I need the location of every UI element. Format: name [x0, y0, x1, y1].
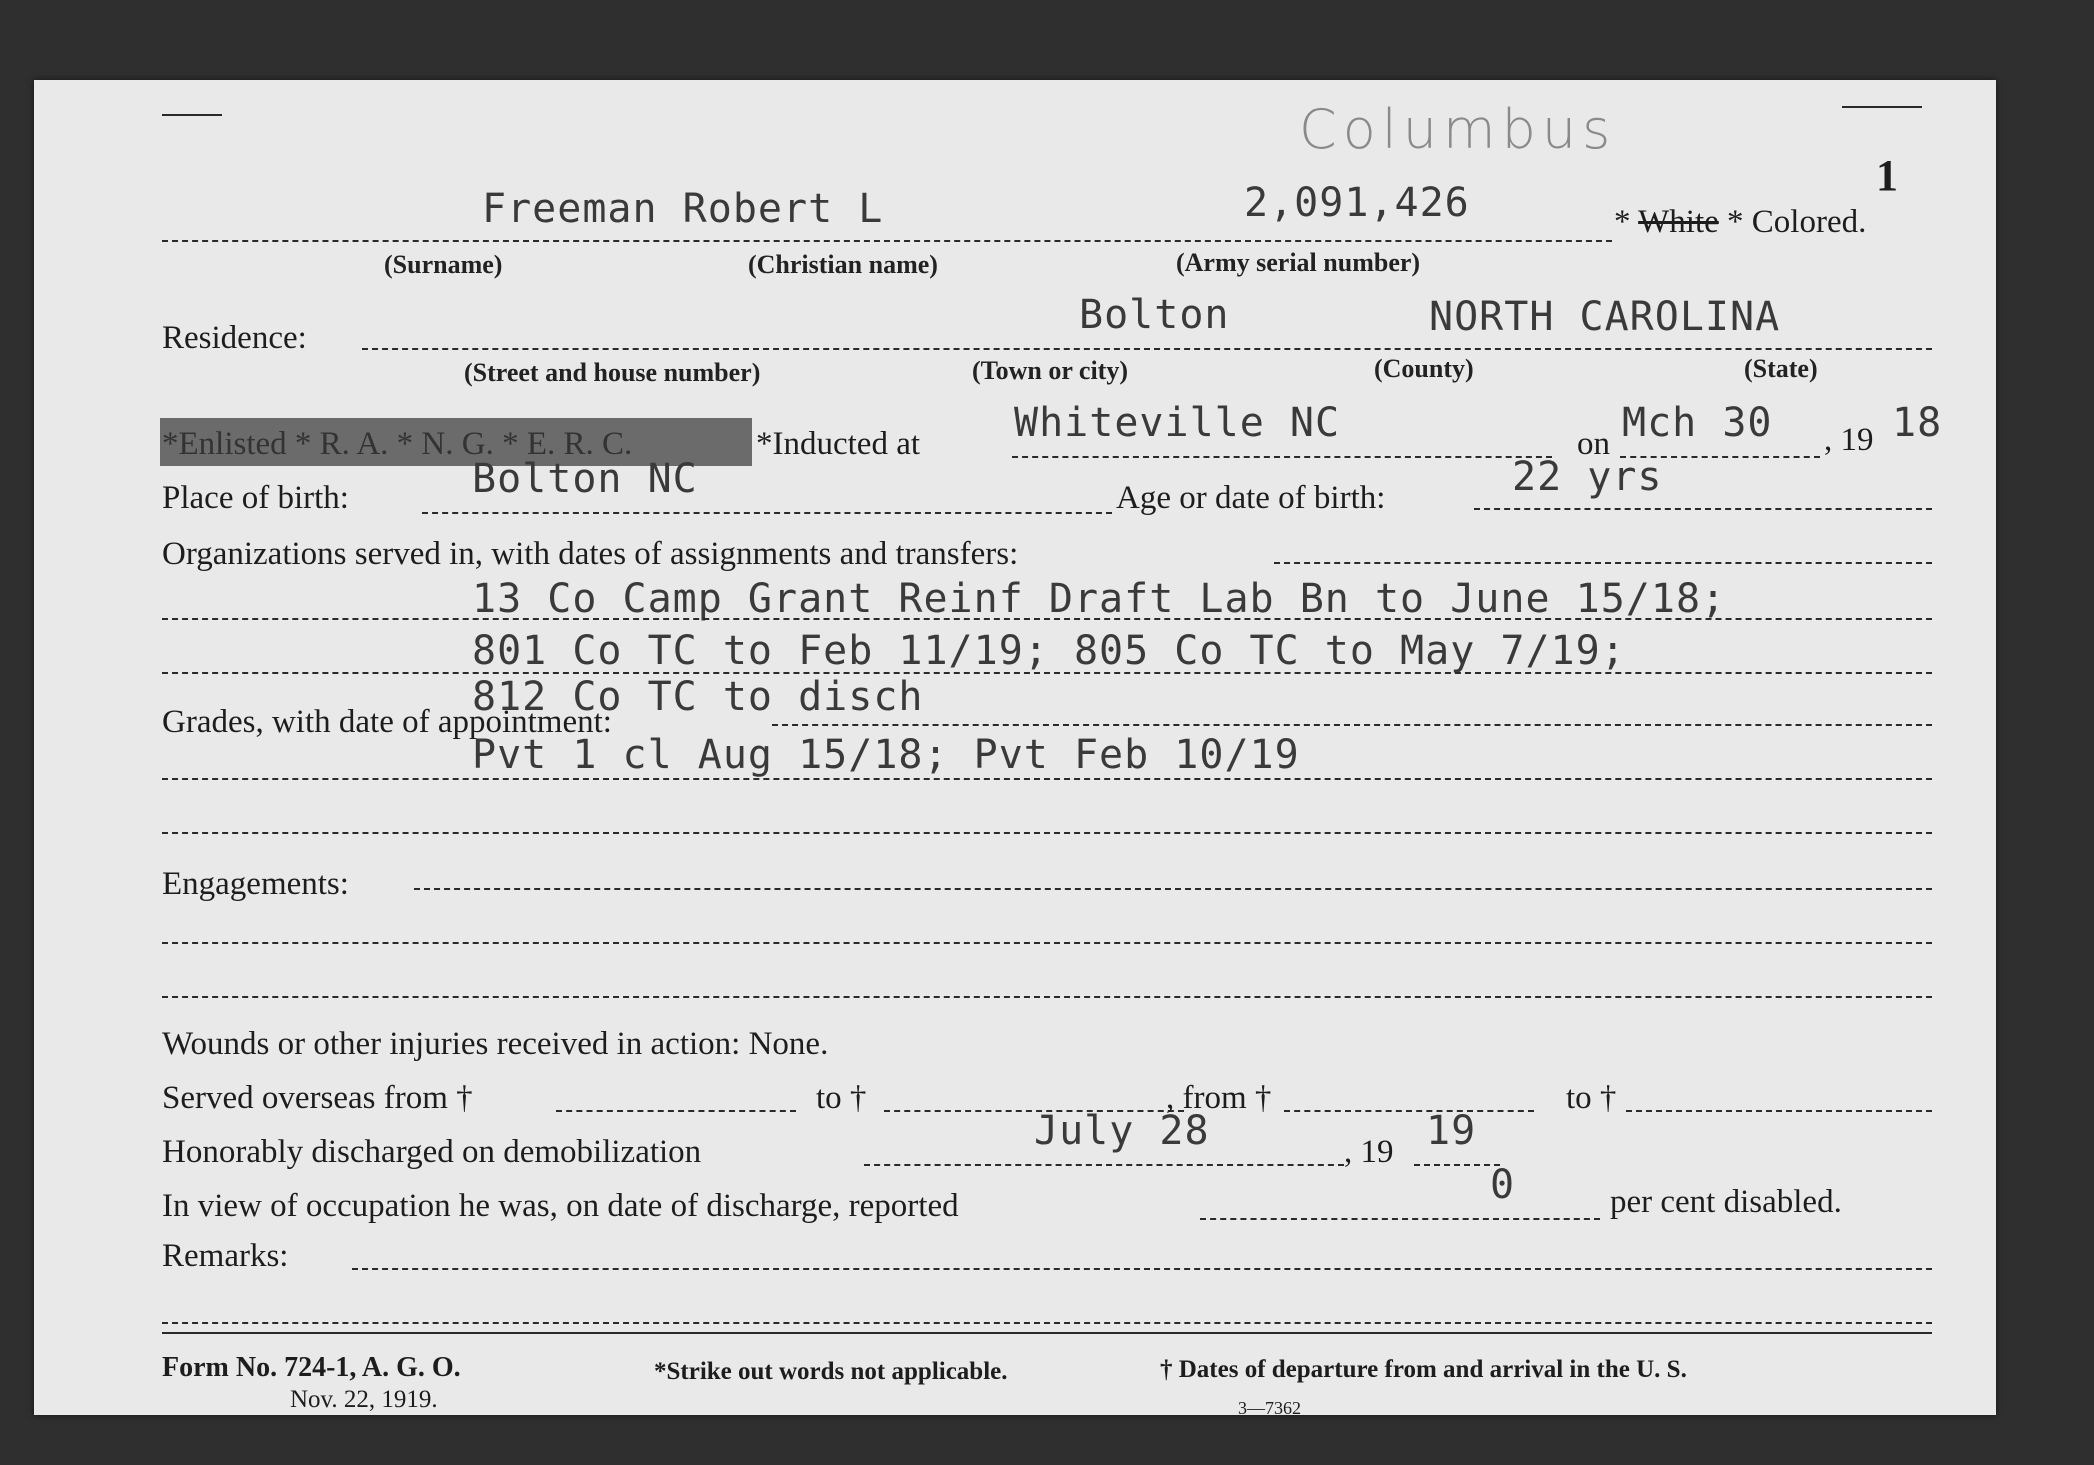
organizations-label: Organizations served in, with dates of assignments and transfers: [162, 536, 1019, 572]
age-value: 22 yrs [1512, 454, 1663, 500]
overseas-from-line [556, 1110, 796, 1112]
discharge-year: 19 [1426, 1108, 1477, 1154]
street-caption: (Street and house number) [464, 358, 761, 387]
remarks-line-1 [162, 1322, 1932, 1324]
race-star: * [1614, 204, 1631, 240]
print-code: 3—7362 [1238, 1398, 1301, 1418]
grades-line-2 [162, 832, 1932, 834]
top-right-rule [1842, 106, 1922, 108]
birthplace-value: Bolton NC [472, 456, 698, 502]
induction-year: 18 [1892, 400, 1943, 446]
residence-state: NORTH CAROLINA [1429, 294, 1781, 340]
town-caption: (Town or city) [972, 356, 1128, 385]
birthplace-label: Place of birth: [162, 480, 349, 516]
enlisted-options: *Enlisted * R. A. * N. G. * E. R. C. [162, 426, 633, 462]
age-label: Age or date of birth: [1116, 480, 1386, 516]
race-white: White [1638, 204, 1719, 240]
inducted-place: Whiteville NC [1014, 400, 1341, 446]
engagements-line-1 [162, 942, 1932, 944]
grades-line-1 [162, 778, 1932, 780]
disability-suffix: per cent disabled. [1610, 1184, 1842, 1220]
top-left-rule [162, 114, 222, 116]
residence-town: Bolton [1079, 292, 1230, 338]
dates-note: † Dates of departure from and arrival in the U. S. [1160, 1356, 1687, 1383]
organization-line-3: 812 Co TC to disch [472, 674, 924, 720]
overseas-label: Served overseas from † [162, 1080, 473, 1116]
serial-caption: (Army serial number) [1176, 248, 1421, 277]
residence-label: Residence: [162, 320, 307, 356]
strike-note: *Strike out words not applicable. [654, 1358, 1008, 1385]
discharge-year-prefix: , 19 [1344, 1134, 1394, 1170]
county-caption: (County) [1374, 354, 1474, 383]
disability-line [1200, 1218, 1600, 1220]
engagements-line-2 [162, 996, 1932, 998]
disability-value: 0 [1490, 1162, 1516, 1208]
card-number: 1 [1876, 151, 1898, 200]
footer-rule [162, 1332, 1932, 1334]
grades-value: Pvt 1 cl Aug 15/18; Pvt Feb 10/19 [472, 732, 1300, 778]
wounds-label: Wounds or other injuries received in action: None. [162, 1026, 829, 1062]
inducted-line [1012, 456, 1552, 458]
induction-year-prefix: , 19 [1824, 422, 1874, 458]
organization-line-2: 801 Co TC to Feb 11/19; 805 Co TC to May 7/19; [472, 628, 1626, 674]
full-name: Freeman Robert L [482, 186, 884, 232]
organizations-line-1 [162, 618, 1932, 620]
discharge-date: July 28 [1034, 1108, 1210, 1154]
engagements-label: Engagements: [162, 866, 349, 902]
name-line [162, 240, 1612, 242]
county-handwritten: Columbus [1299, 98, 1617, 161]
form-date: Nov. 22, 1919. [290, 1386, 438, 1413]
grades-line-0 [772, 724, 1932, 726]
race-colored: * Colored. [1727, 204, 1867, 240]
overseas-from2-label: , from † [1166, 1080, 1272, 1116]
induction-date: Mch 30 [1622, 400, 1773, 446]
remarks-line-0 [352, 1268, 1932, 1270]
overseas-to2-label: to † [1566, 1080, 1617, 1116]
race-field [1614, 204, 1866, 241]
discharge-year-line [1414, 1164, 1500, 1166]
disability-label: In view of occupation he was, on date of discharge, reported [162, 1188, 959, 1224]
overseas-from2-line [1284, 1110, 1534, 1112]
age-line [1474, 508, 1932, 510]
residence-line [362, 348, 1932, 350]
service-record-card [34, 80, 1996, 1418]
overseas-to2-line [1626, 1110, 1932, 1112]
organization-line-1: 13 Co Camp Grant Reinf Draft Lab Bn to June 15/18; [472, 576, 1727, 622]
surname-caption: (Surname) [384, 250, 503, 279]
form-number: Form No. 724-1, A. G. O. [162, 1352, 461, 1383]
state-caption: (State) [1744, 354, 1818, 383]
on-label: on [1577, 426, 1610, 462]
overseas-to-label: to † [816, 1080, 867, 1116]
discharge-date-line [864, 1164, 1344, 1166]
engagements-line-0 [414, 888, 1932, 890]
inducted-label: *Inducted at [756, 426, 921, 462]
serial-number: 2,091,426 [1244, 180, 1470, 226]
birthplace-line [422, 512, 1112, 514]
organizations-line-2 [162, 672, 1932, 674]
grades-label: Grades, with date of appointment: [162, 704, 612, 740]
organizations-line-0 [1274, 562, 1932, 564]
christian-name-caption: (Christian name) [748, 250, 938, 279]
remarks-label: Remarks: [162, 1238, 289, 1274]
discharge-label: Honorably discharged on demobilization [162, 1134, 702, 1170]
